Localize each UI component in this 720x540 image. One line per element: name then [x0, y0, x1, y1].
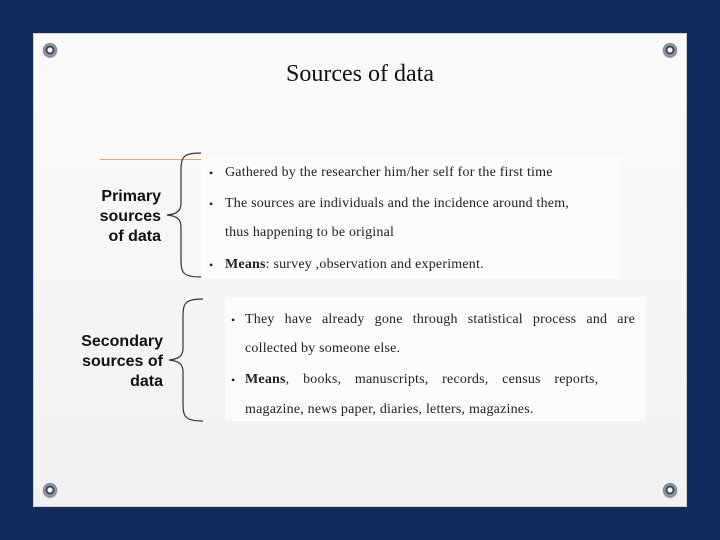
- primary-bullet-3: Means: survey ,observation and experiment.: [225, 257, 484, 272]
- primary-bullet-1: Gathered by the researcher him/her self for the first time: [225, 165, 553, 180]
- secondary-sources-box: [225, 297, 645, 421]
- bullet: •: [209, 258, 214, 272]
- slide-title: Sources of data: [286, 61, 434, 87]
- primary-bullet-2-line-2: thus happening to be original: [225, 225, 395, 240]
- pushpin-icon: [663, 483, 677, 497]
- secondary-bullet-1-line-2: collected by someone else.: [245, 341, 401, 356]
- pushpin-icon: [43, 483, 57, 497]
- primary-sources-box: [201, 155, 621, 279]
- primary-bullet-2-line-1: The sources are individuals and the incidence around them,: [225, 196, 569, 211]
- secondary-bullet-2-line-1: Means, books, manuscripts, records, census reports,: [245, 372, 599, 387]
- slide: [33, 33, 687, 507]
- pushpin-icon: [43, 43, 57, 57]
- bullet: •: [209, 166, 214, 180]
- secondary-sources-label: Secondary sources of data: [81, 333, 163, 390]
- primary-sources-label: Primary sources of data: [99, 188, 161, 245]
- bullet: •: [209, 197, 214, 211]
- left-brace-secondary: [167, 297, 207, 423]
- left-brace-primary: [165, 151, 205, 279]
- secondary-bullet-2-line-2: magazine, news paper, diaries, letters, magazines.: [245, 402, 534, 417]
- pushpin-icon: [663, 43, 677, 57]
- secondary-bullet-1-line-1: They have already gone through statistical process and are: [245, 312, 635, 327]
- bullet: •: [231, 373, 236, 387]
- bullet: •: [231, 313, 236, 327]
